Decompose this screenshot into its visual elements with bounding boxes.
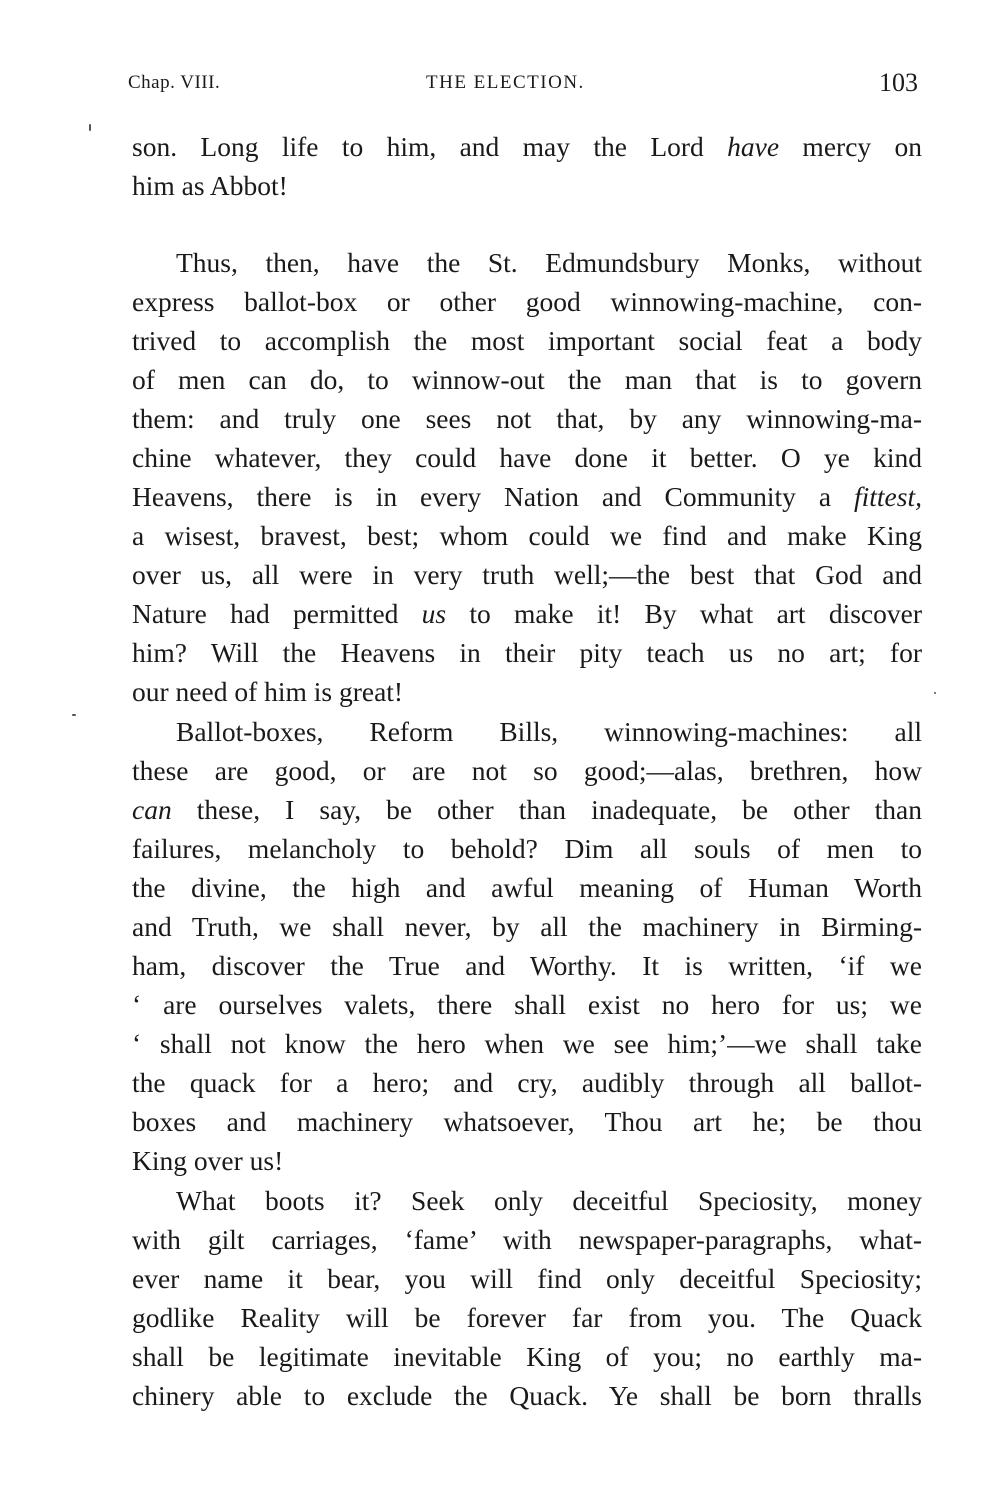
scan-speck [72,714,76,716]
text-line: shall be legitimate inevitable King of you; no earthly ma- [132,1341,922,1372]
text-line: of men can do, to winnow-out the man that is to govern [132,364,922,395]
text-line: and Truth, we shall never, by all the machinery in Birming- [132,911,922,942]
chapter-label: Chap. VIII. [128,72,221,93]
text-line: Nature had permitted us to make it! By what art discover [132,598,922,629]
page-number: 103 [879,68,918,97]
text-line: trived to accomplish the most important social feat a body [132,325,922,356]
text-line: chinery able to exclude the Quack. Ye shall be born thralls [132,1380,922,1411]
text-line: ham, discover the True and Worthy. It is written, ‘if we [132,950,922,981]
scan-speck [89,124,91,131]
text-line: over us, all were in very truth well;—the best that God and [132,559,922,590]
running-head [128,68,918,98]
text-line: godlike Reality will be forever far from you. The Quack [132,1302,922,1333]
text-line: King over us! [132,1145,284,1176]
text-line: express ballot-box or other good winnowing-machine, con- [132,286,922,317]
text-line: failures, melancholy to behold? Dim all souls of men to [132,833,922,864]
text-line: chine whatever, they could have done it better. O ye kind [132,442,922,473]
text-line: can these, I say, be other than inadequate, be other than [132,794,922,825]
text-line: the divine, the high and awful meaning of Human Worth [132,872,922,903]
scan-speck [934,692,936,694]
text-line: these are good, or are not so good;—alas, brethren, how [132,755,922,786]
text-line: ever name it bear, you will find only deceitful Speciosity; [132,1263,922,1294]
text-line: Thus, then, have the St. Edmundsbury Monks, without [176,247,922,278]
text-line: a wisest, bravest, best; whom could we find and make King [132,520,922,551]
text-line: son. Long life to him, and may the Lord have mercy on [132,131,923,162]
text-line: Heavens, there is in every Nation and Community a fittest, [132,481,922,512]
text-line: him? Will the Heavens in their pity teach us no art; for [132,637,922,668]
text-line: What boots it? Seek only deceitful Speciosity, money [176,1185,922,1216]
text-line: Ballot-boxes, Reform Bills, winnowing-machines: all [176,716,922,747]
text-line: him as Abbot! [132,170,288,201]
text-line: ‘ shall not know the hero when we see him;’—we shall take [132,1028,922,1059]
text-line: our need of him is great! [132,676,404,707]
chapter-title: THE ELECTION. [426,72,585,93]
text-line: the quack for a hero; and cry, audibly through all ballot- [132,1067,922,1098]
text-line: them: and truly one sees not that, by any winnowing-ma- [132,403,922,434]
text-line: with gilt carriages, ‘fame’ with newspaper-paragraphs, what- [132,1224,922,1255]
text-line: ‘ are ourselves valets, there shall exist no hero for us; we [132,989,922,1020]
text-line: boxes and machinery whatsoever, Thou art he; be thou [132,1106,922,1137]
